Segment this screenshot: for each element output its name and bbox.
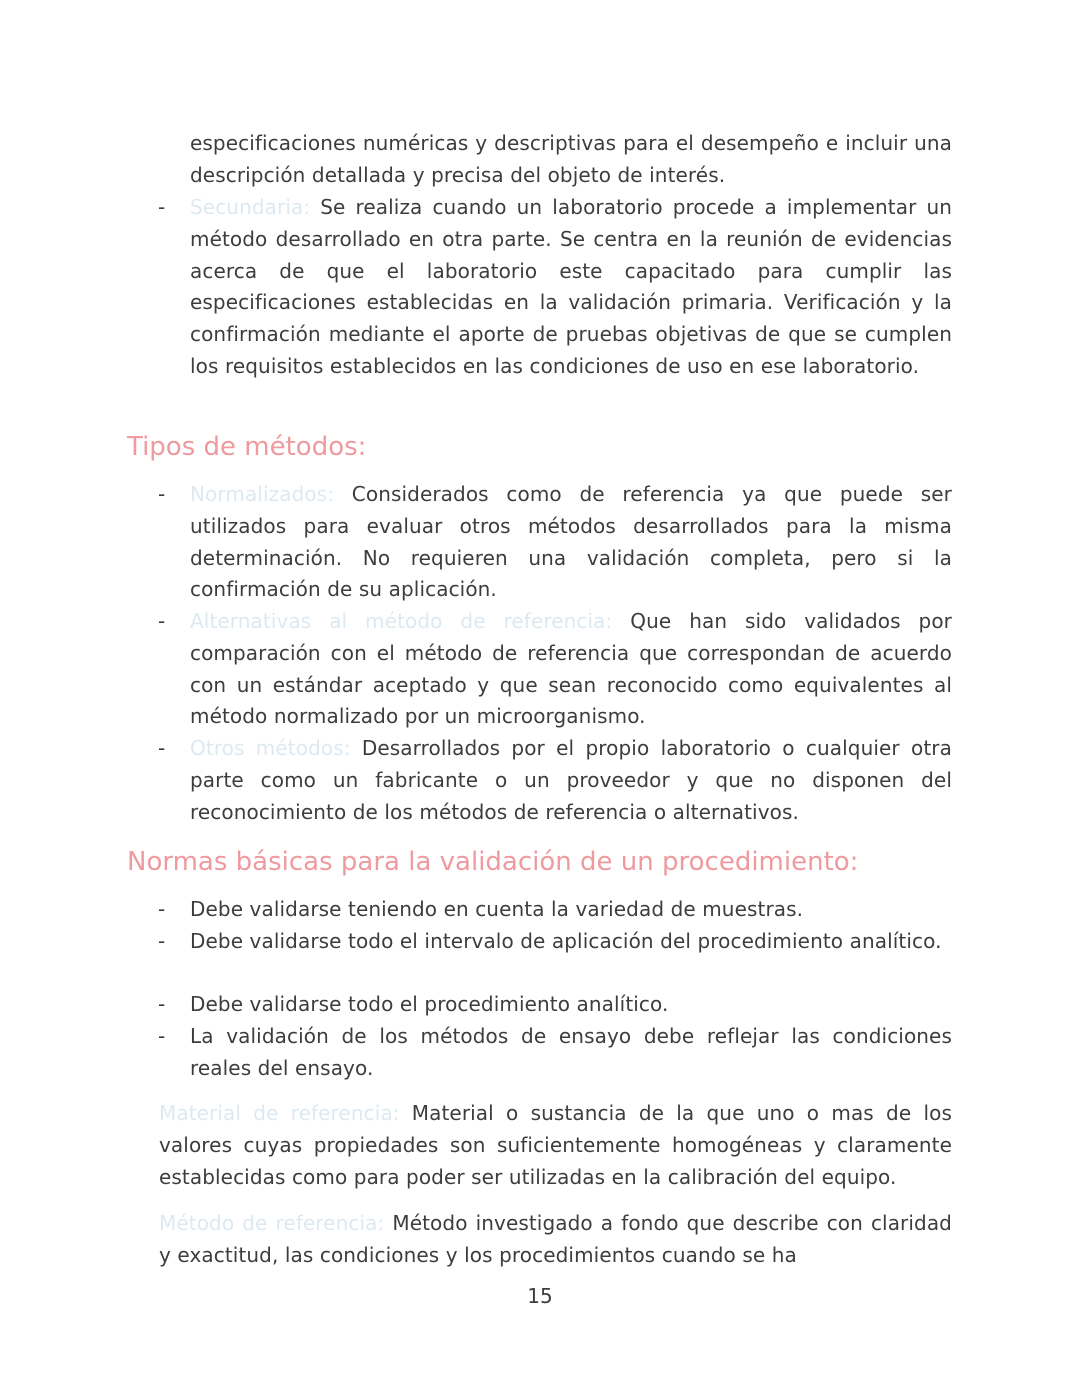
definition-metodo-referencia: [159, 1208, 952, 1272]
highlighted-term: Alternativas al método de referencia:: [190, 609, 613, 633]
highlighted-term: Otros métodos:: [190, 736, 351, 760]
list-item-norma-4: [158, 1021, 952, 1085]
section-heading-normas: Normas básicas para la validación de un procedimiento:: [127, 847, 859, 877]
bullet-dash: -: [158, 195, 166, 219]
bullet-dash: -: [158, 929, 166, 953]
list-item-text: Debe validarse todo el procedimiento analítico.: [190, 992, 669, 1016]
bullet-dash: -: [158, 897, 166, 921]
bullet-dash: -: [158, 992, 166, 1016]
definition-text: Material o sustancia de la que uno o mas de los valores cuyas propiedades son suficientemente homogéneas y claramente establecidas como para poder ser utilizadas en la calibración del equipo.: [159, 1101, 952, 1189]
list-item-text: Debe validarse teniendo en cuenta la variedad de muestras.: [190, 897, 804, 921]
bullet-dash: -: [158, 609, 166, 633]
list-item-text: La validación de los métodos de ensayo debe reflejar las condiciones reales del ensayo.: [190, 1024, 952, 1080]
page-number: 15: [527, 1284, 553, 1308]
list-item-norma-2: [158, 926, 952, 958]
list-item-text: Debe validarse todo el intervalo de aplicación del procedimiento analítico.: [190, 929, 942, 953]
continuation-paragraph: especificaciones numéricas y descriptivas para el desempeño e incluir una descripción detallada y precisa del objeto de interés.: [190, 131, 952, 187]
list-item-text: Considerados como de referencia ya que puede ser utilizados para evaluar otros métodos desarrollados para la misma determinación. No requieren una validación completa, pero si la confirmación de su aplicación.: [190, 482, 952, 602]
highlighted-term: Normalizados:: [190, 482, 335, 506]
list-item-normalizados: [158, 479, 952, 606]
list-item-text: Se realiza cuando un laboratorio procede a implementar un método desarrollado en otra parte. Se centra en la reunión de evidencias acerca de que el laboratorio este capacitado para cumplir las especificaciones establecidas en la validación primaria. Verificación y la confirmación mediante el aporte de pruebas objetivas de que se cumplen los requisitos establecidos en las condiciones de uso en ese laboratorio.: [190, 195, 952, 378]
list-item-norma-3: [158, 989, 952, 1021]
list-item-text: Que han sido validados por comparación con el método de referencia que correspondan de acuerdo con un estándar aceptado y que sean reconocido como equivalentes al método normalizado por un microorganismo.: [190, 609, 952, 729]
highlighted-term: Secundaria:: [190, 195, 311, 219]
list-item-alternativas: [158, 606, 952, 733]
highlighted-term: Método de referencia:: [159, 1211, 385, 1235]
list-item-norma-1: [158, 894, 952, 926]
highlighted-term: Material de referencia:: [159, 1101, 400, 1125]
bullet-dash: -: [158, 1024, 166, 1048]
list-item-secundaria: [158, 192, 952, 383]
bullet-dash: -: [158, 736, 166, 760]
list-item-otros: [158, 733, 952, 828]
definition-material-referencia: [159, 1098, 952, 1193]
definition-text: Método investigado a fondo que describe con claridad y exactitud, las condiciones y los procedimientos cuando se ha: [159, 1211, 952, 1267]
list-item-text: Desarrollados por el propio laboratorio o cualquier otra parte como un fabricante o un proveedor y que no disponen del reconocimiento de los métodos de referencia o alternativos.: [190, 736, 952, 824]
section-heading-tipos: Tipos de métodos:: [127, 432, 367, 462]
bullet-dash: -: [158, 482, 166, 506]
